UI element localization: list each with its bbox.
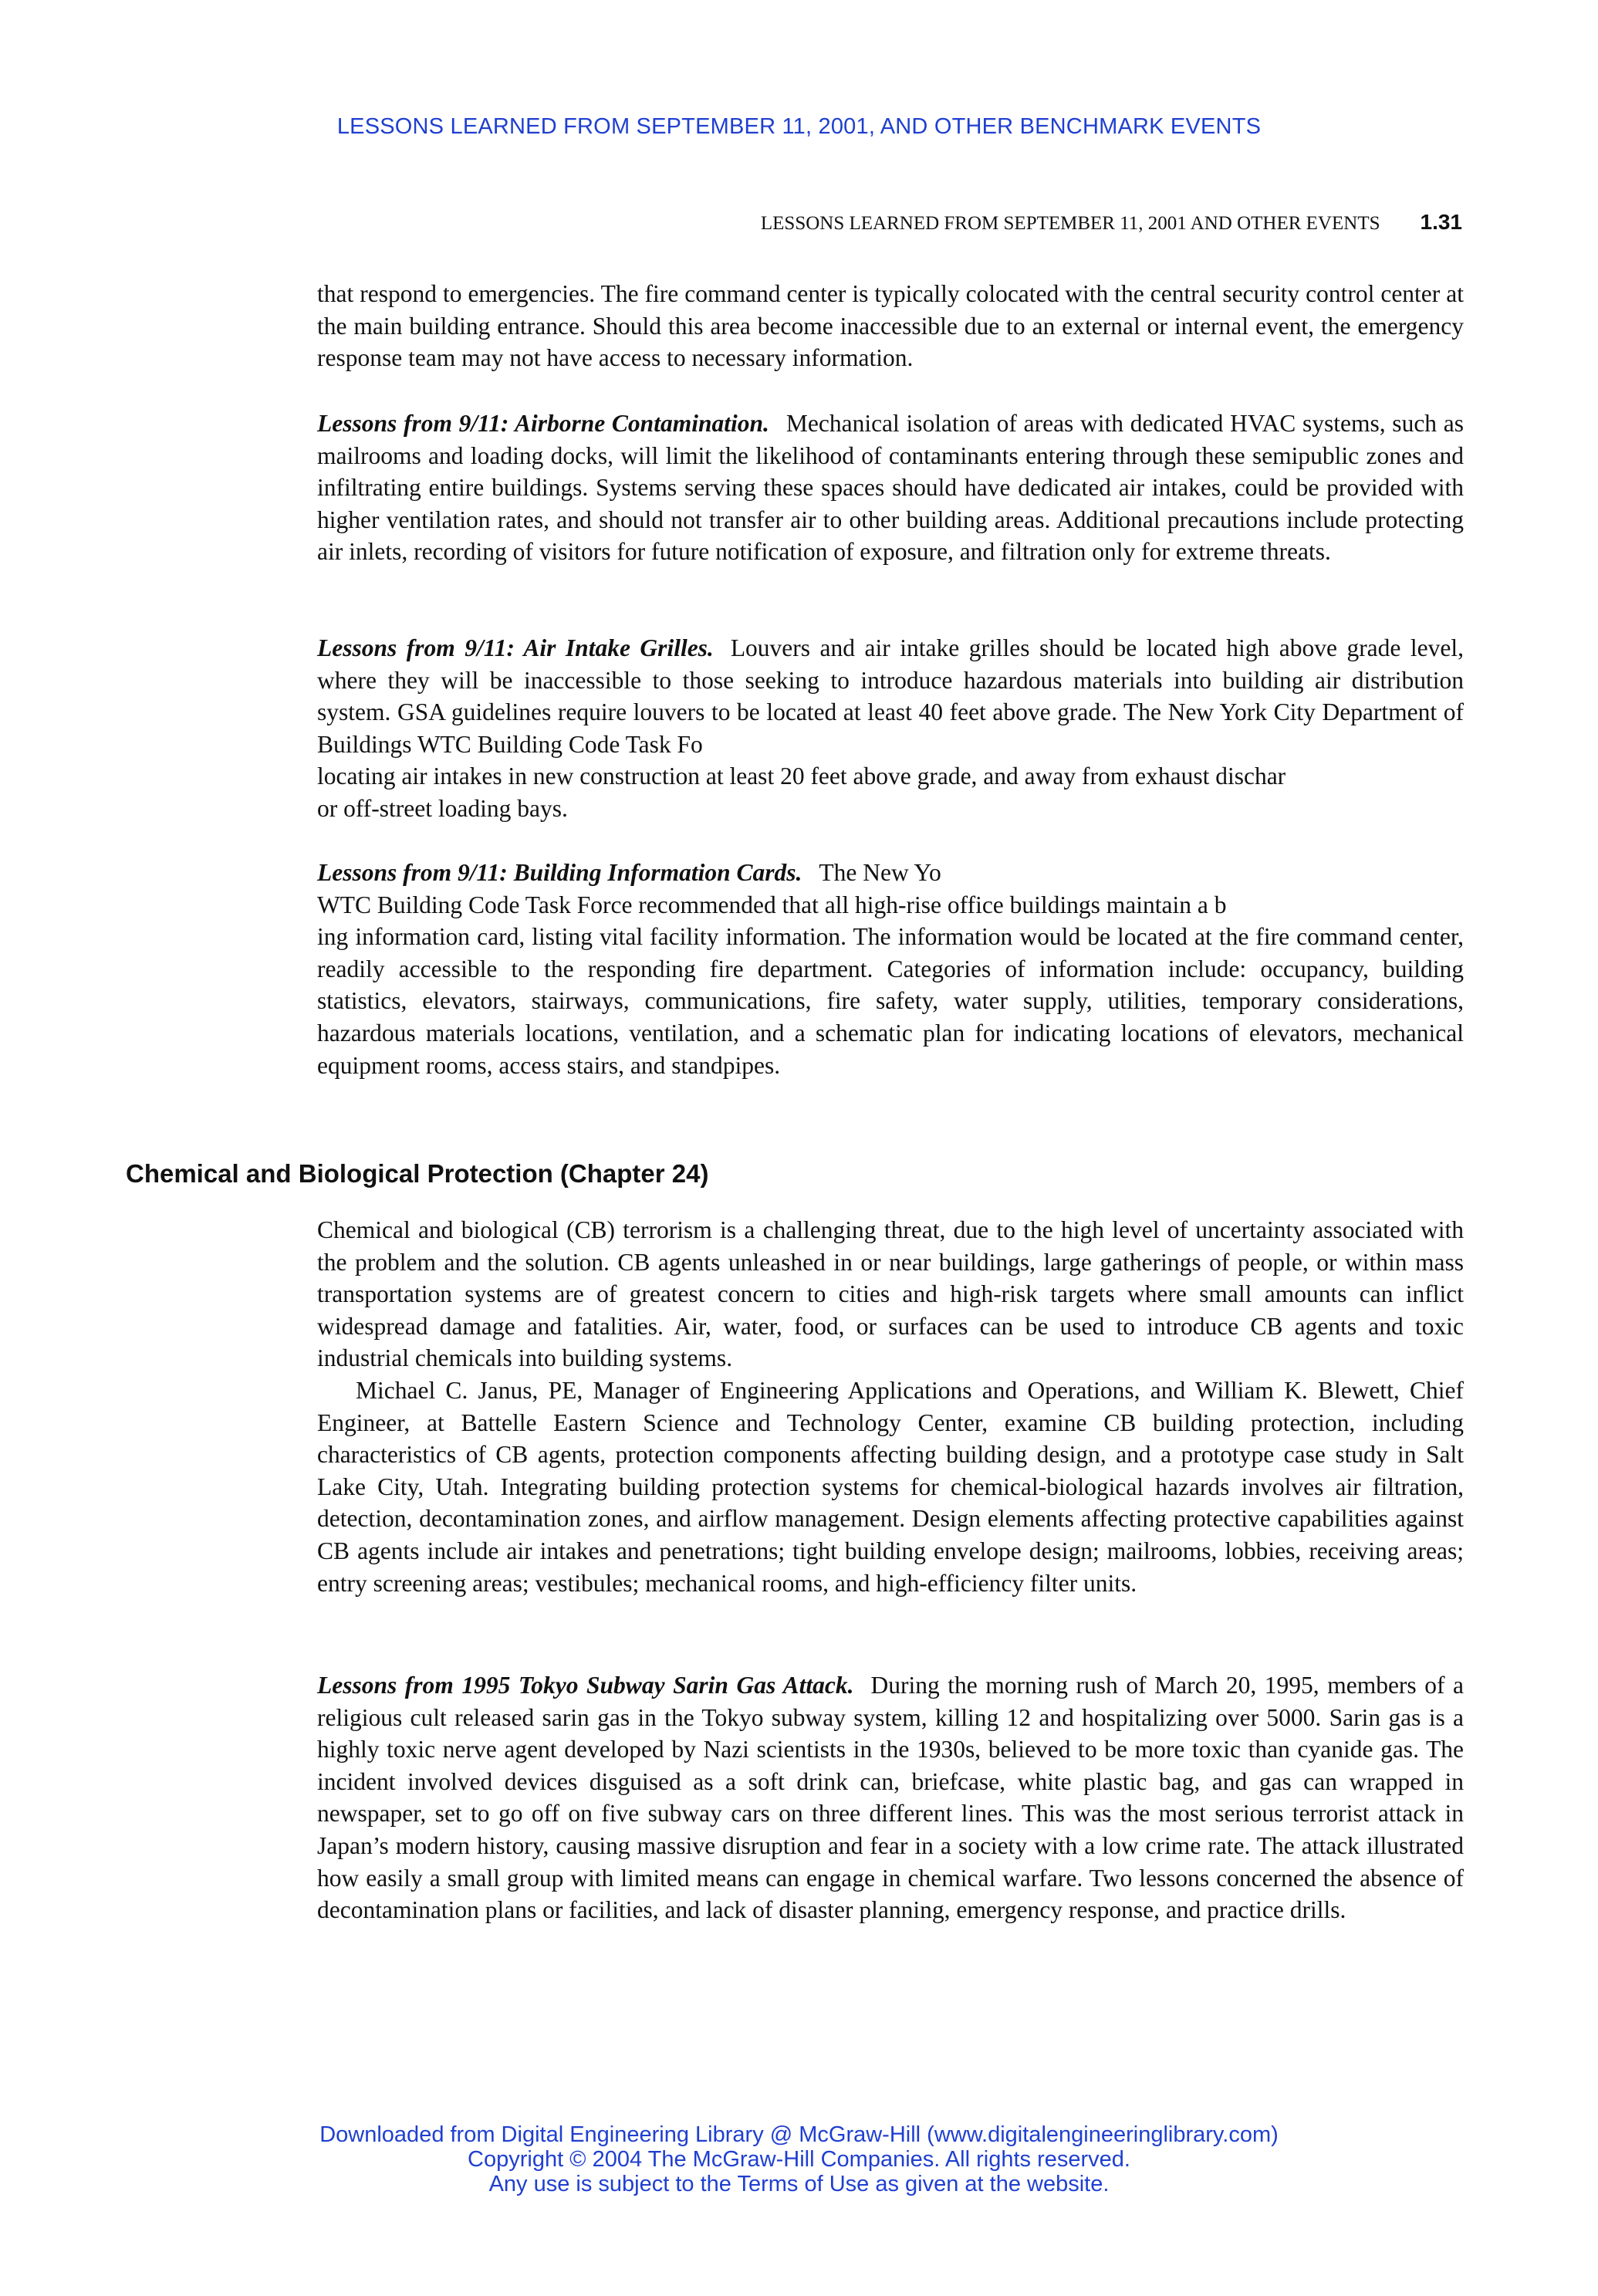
footer-copyright-line: Copyright © 2004 The McGraw-Hill Companies. All rights reserved. [468, 2147, 1130, 2172]
air-intake-grilles-heading: Lessons from 9/11: Air Intake Grilles. [317, 634, 714, 661]
footer-download-line: Downloaded from Digital Engineering Library @ McGraw-Hill (www.digitalengineeringlibrary.com) [319, 2122, 1279, 2147]
building-information-cards-text-1: The New Yo [819, 859, 941, 886]
section-heading: Chemical and Biological Protection (Chapter 24) [126, 1159, 709, 1188]
download-footer [0, 2122, 1598, 2196]
air-intake-grilles-line-2: locating air intakes in new construction at least 20 feet above grade, and away from exhaust dischar [317, 763, 1286, 790]
airborne-contamination-text: Mechanical isolation of areas with dedicated HVAC systems, such as mailrooms and loading docks, will limit the likelihood of contaminants entering through these semipublic zones and infiltrating entire buildings. Systems serving these spaces should have dedicated air intakes, could be provided with higher ventilation rates, and should not transfer air to other building areas. Additional precautions include protecting air inlets, recording of visitors for future notification of exposure, and filtration only for extreme threats. [317, 410, 1464, 566]
intro-text: that respond to emergencies. The fire command center is typically colocated with the central security control center at the main building entrance. Should this area become inaccessible due to an external or internal event, the emergency response team may not have access to necessary information. [317, 280, 1464, 372]
building-information-cards-line-2: WTC Building Code Task Force recommended that all high-rise office buildings maintain a b [317, 891, 1227, 918]
airborne-contamination-heading: Lessons from 9/11: Airborne Contamination. [317, 410, 769, 437]
footer-terms-line: Any use is subject to the Terms of Use as given at the website. [488, 2172, 1110, 2196]
building-information-cards-paragraph [317, 857, 1464, 1081]
building-information-cards-line-3: ing information card, listing vital facility information. The information would be located at the fire command center, readily accessible to the responding fire department. Categories of information include: occupancy, building statistics, elevators, stairways, communications, fire safety, water supply, utilities, temporary considerations, hazardous materials locations, ventilation, and a schematic plan for indicating locations of elevators, mechanical equipment rooms, access stairs, and standpipes. [317, 923, 1464, 1079]
cb-paragraph-2: Michael C. Janus, PE, Manager of Engineering Applications and Operations, and William K. Blewett, Chief Engineer, at Battelle Eastern Science and Technology Center, examine CB building protection, including characteristics of CB agents, protection components affecting building design, and a prototype case study in Salt Lake City, Utah. Integrating building protection systems for chemical-biological hazards involves air filtration, detection, decontamination zones, and airflow management. Design elements affecting protective capabilities against CB agents include air intakes and penetrations; tight building envelope design; mailrooms, lobbies, receiving areas; entry screening areas; vestibules; mechanical rooms, and high-efficiency filter units. [317, 1376, 1464, 1597]
tokyo-sarin-paragraph [317, 1669, 1464, 1926]
cb-protection-section [317, 1214, 1464, 1599]
tokyo-sarin-body [317, 1669, 1464, 1926]
airborne-contamination-body [317, 407, 1464, 568]
airborne-contamination-paragraph [317, 407, 1464, 568]
tokyo-sarin-text: During the morning rush of March 20, 1995, members of a religious cult released sarin gas in the Tokyo subway system, killing 12 and hospitalizing over 5000. Sarin gas is a highly toxic nerve agent developed by Nazi scientists in the 1930s, believed to be more toxic than cyanide gas. The incident involved devices disguised as a soft drink can, briefcase, white plastic bag, and gas can wrapped in newspaper, set to go off on five subway cars on three different lines. This was the most serious terrorist attack in Japan’s modern history, causing massive disruption and fear in a society with a low crime rate. The attack illustrated how easily a small group with limited means can engage in chemical warfare. Two lessons concerned the absence of decontamination plans or facilities, and lack of disaster planning, emergency response, and practice drills. [317, 1672, 1464, 1924]
document-banner: LESSONS LEARNED FROM SEPTEMBER 11, 2001, AND OTHER BENCHMARK EVENTS [336, 114, 1262, 139]
air-intake-grilles-line-3: or off-street loading bays. [317, 794, 568, 822]
tokyo-sarin-heading: Lessons from 1995 Tokyo Subway Sarin Gas Attack. [317, 1672, 854, 1699]
page-number: 1.31 [1420, 210, 1462, 234]
building-information-cards-line-1 [317, 857, 1464, 889]
running-head [761, 210, 1462, 235]
cb-paragraph-1: Chemical and biological (CB) terrorism is a challenging threat, due to the high level of uncertainty associated with the problem and the solution. CB agents unleashed in or near buildings, large gatherings of people, or within mass transportation systems are of greatest concern to cities and high-risk targets where small amounts can inflict widespread damage and fatalities. Air, water, food, or surfaces can be used to introduce CB agents and toxic industrial chemicals into building systems. [317, 1216, 1464, 1372]
air-intake-grilles-paragraph [317, 632, 1464, 825]
building-information-cards-heading: Lessons from 9/11: Building Information Cards. [317, 859, 802, 886]
running-head-title: LESSONS LEARNED FROM SEPTEMBER 11, 2001 AND OTHER EVENTS [760, 213, 1380, 234]
air-intake-grilles-text: Louvers and air intake grilles should be located high above grade level, where they will be inaccessible to those seeking to introduce hazardous materials into building air distribution system. GSA guidelines require louvers to be located at least 40 feet above grade. The New York City Department of Buildings WTC Building Code Task Fo [317, 634, 1464, 758]
air-intake-grilles-line-1 [317, 632, 1464, 760]
intro-paragraph [317, 278, 1464, 374]
